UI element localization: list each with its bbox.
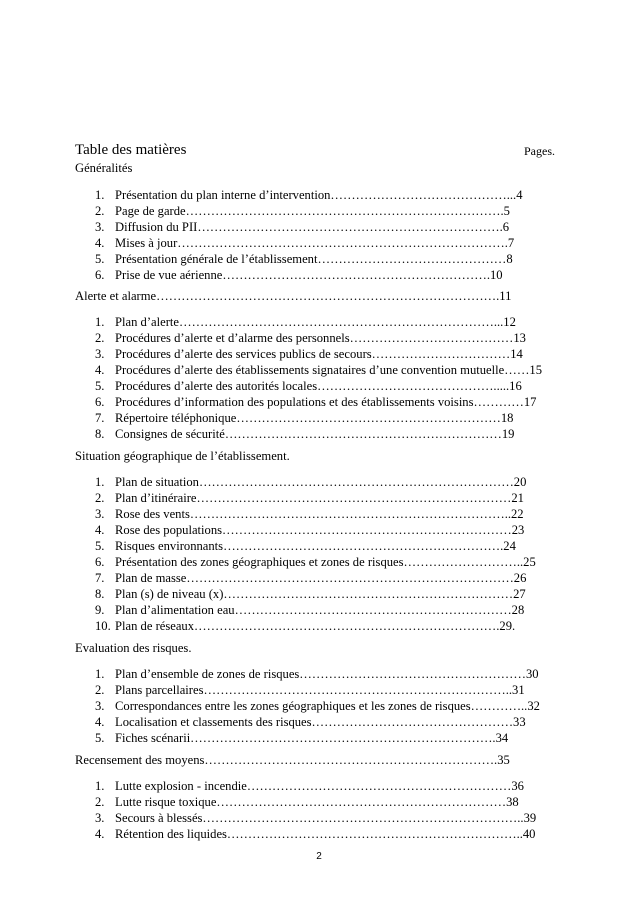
entry-number: 4. bbox=[95, 363, 105, 377]
entry-text: Rose des populations……………………………………………………………23 bbox=[115, 523, 525, 537]
toc-entry bbox=[95, 810, 536, 826]
entry-number: 1. bbox=[95, 188, 105, 202]
entry-number: 2. bbox=[95, 331, 105, 345]
section-title-situation: Situation géographique de l’établissement. bbox=[75, 449, 290, 463]
toc-entry bbox=[95, 602, 524, 618]
entry-text: Lutte explosion - incendie………………………………………………………36 bbox=[115, 779, 524, 793]
entry-text: Plan d’alimentation eau…………………………………………………………28 bbox=[115, 603, 525, 617]
entry-text: Localisation et classements des risques…………………………………………33 bbox=[115, 715, 526, 729]
entry-text: Risques environnants………………………………………………………….24 bbox=[115, 539, 516, 553]
toc-entry bbox=[95, 698, 540, 714]
entry-number: 3. bbox=[95, 220, 105, 234]
entry-text: Plan d’ensemble de zones de risques………………………………………………30 bbox=[115, 667, 539, 681]
entry-text: Rétention des liquides……………………………………………………………..40 bbox=[115, 827, 536, 841]
section-title-generalites: Généralités bbox=[75, 161, 133, 175]
entry-number: 4. bbox=[95, 523, 105, 537]
toc-entry bbox=[95, 730, 508, 746]
toc-header bbox=[75, 142, 555, 162]
toc-entry bbox=[95, 251, 513, 267]
entry-text: Plan de réseaux……………………………………………………………….29. bbox=[115, 619, 516, 633]
entry-text: Procédures d’alerte des autorités locales…………………………………….....16 bbox=[115, 379, 522, 393]
entry-text: Lutte risque toxique……………………………………………………………38 bbox=[115, 795, 519, 809]
toc-entry bbox=[95, 538, 516, 554]
entry-number: 1. bbox=[95, 779, 105, 793]
toc-entry bbox=[95, 586, 526, 602]
entry-number: 5. bbox=[95, 731, 105, 745]
toc-entry bbox=[95, 474, 526, 490]
entry-text: Prise de vue aérienne……………………………………………………….10 bbox=[115, 268, 503, 282]
toc-entry bbox=[95, 570, 526, 586]
entry-number: 10. bbox=[95, 619, 111, 633]
section-title-recensement: Recensement des moyens…………………………………………………………….35 bbox=[75, 753, 510, 767]
entry-text: Secours à blessés…………………………………………………………………..39 bbox=[115, 811, 537, 825]
toc-entry bbox=[95, 778, 524, 794]
page-number: 2 bbox=[316, 851, 322, 862]
entry-number: 7. bbox=[95, 571, 105, 585]
entry-number: 8. bbox=[95, 427, 105, 441]
entry-number: 2. bbox=[95, 491, 105, 505]
entry-text: Présentation des zones géographiques et zones de risques………………………..25 bbox=[115, 555, 536, 569]
entry-number: 4. bbox=[95, 236, 105, 250]
toc-entry bbox=[95, 394, 536, 410]
toc-entry bbox=[95, 618, 515, 634]
toc-entry bbox=[95, 826, 535, 842]
entry-text: Fiches scénarii……………………………………………………………….34 bbox=[115, 731, 509, 745]
toc-entry bbox=[95, 314, 516, 330]
entry-text: Page de garde………………………………………………………………….5 bbox=[115, 204, 510, 218]
toc-entry bbox=[95, 219, 509, 235]
entry-text: Procédures d’information des populations et des établissements voisins…………17 bbox=[115, 395, 537, 409]
toc-entry bbox=[95, 506, 524, 522]
entry-text: Procédures d’alerte et d’alarme des personnels…………………………………13 bbox=[115, 331, 526, 345]
entry-number: 6. bbox=[95, 555, 105, 569]
toc-entry bbox=[95, 714, 526, 730]
toc-pages-label: Pages. bbox=[524, 144, 555, 158]
entry-number: 3. bbox=[95, 699, 105, 713]
toc-entry bbox=[95, 426, 514, 442]
toc-entry bbox=[95, 378, 522, 394]
entry-text: Consignes de sécurité…………………………………………………………19 bbox=[115, 427, 515, 441]
entry-text: Présentation générale de l’établissement………………………………………8 bbox=[115, 252, 513, 266]
toc-entry bbox=[95, 346, 523, 362]
entry-number: 7. bbox=[95, 411, 105, 425]
toc-entry bbox=[95, 554, 536, 570]
entry-number: 8. bbox=[95, 587, 105, 601]
entry-text: Diffusion du PII……………………………………………………………….6 bbox=[115, 220, 510, 234]
entry-number: 2. bbox=[95, 795, 105, 809]
toc-entry bbox=[95, 794, 519, 810]
entry-number: 1. bbox=[95, 667, 105, 681]
entry-text: Mises à jour…………………………………………………………………….7 bbox=[115, 236, 515, 250]
section-title-evaluation: Evaluation des risques. bbox=[75, 641, 192, 655]
entry-number: 6. bbox=[95, 268, 105, 282]
entry-text: Rose des vents…………………………………………………………………..22 bbox=[115, 507, 524, 521]
section-title-alerte: Alerte et alarme……………………………………………………………………….11 bbox=[75, 289, 512, 303]
toc-entry bbox=[95, 362, 542, 378]
entry-number: 1. bbox=[95, 475, 105, 489]
entry-text: Correspondances entre les zones géographiques et les zones de risques…………..32 bbox=[115, 699, 540, 713]
entry-text: Répertoire téléphonique………………………………………………………18 bbox=[115, 411, 514, 425]
toc-entry bbox=[95, 490, 524, 506]
entry-number: 4. bbox=[95, 715, 105, 729]
entry-text: Procédures d’alerte des services publics de secours……………………………14 bbox=[115, 347, 523, 361]
toc-entry bbox=[95, 666, 539, 682]
entry-number: 3. bbox=[95, 507, 105, 521]
entry-text: Plan de masse……………………………………………………………………26 bbox=[115, 571, 527, 585]
entry-text: Plan d’alerte…………………………………………………………………...12 bbox=[115, 315, 516, 329]
entry-number: 5. bbox=[95, 252, 105, 266]
toc-title: Table des matières bbox=[75, 142, 187, 158]
entry-number: 9. bbox=[95, 603, 105, 617]
entry-number: 3. bbox=[95, 811, 105, 825]
entry-number: 4. bbox=[95, 827, 105, 841]
entry-text: Plan de situation…………………………………………………………………20 bbox=[115, 475, 527, 489]
entry-number: 1. bbox=[95, 315, 105, 329]
entry-number: 2. bbox=[95, 204, 105, 218]
toc-entry bbox=[95, 330, 526, 346]
toc-entry bbox=[95, 203, 510, 219]
entry-text: Plans parcellaires………………………………………………………………..31 bbox=[115, 683, 525, 697]
entry-text: Présentation du plan interne d’intervention……………………………………...4 bbox=[115, 188, 523, 202]
entry-text: Procédures d’alerte des établissements signataires d’une convention mutuelle……15 bbox=[115, 363, 543, 377]
entry-number: 5. bbox=[95, 379, 105, 393]
entry-number: 3. bbox=[95, 347, 105, 361]
entry-number: 2. bbox=[95, 683, 105, 697]
toc-entry bbox=[95, 682, 525, 698]
toc-entry bbox=[95, 522, 524, 538]
entry-text: Plan d’itinéraire…………………………………………………………………21 bbox=[115, 491, 524, 505]
entry-number: 6. bbox=[95, 395, 105, 409]
toc-entry bbox=[95, 187, 523, 203]
entry-text: Plan (s) de niveau (x)……………………………………………………………27 bbox=[115, 587, 526, 601]
toc-entry bbox=[95, 235, 514, 251]
entry-number: 5. bbox=[95, 539, 105, 553]
toc-entry bbox=[95, 267, 503, 283]
toc-entry bbox=[95, 410, 513, 426]
